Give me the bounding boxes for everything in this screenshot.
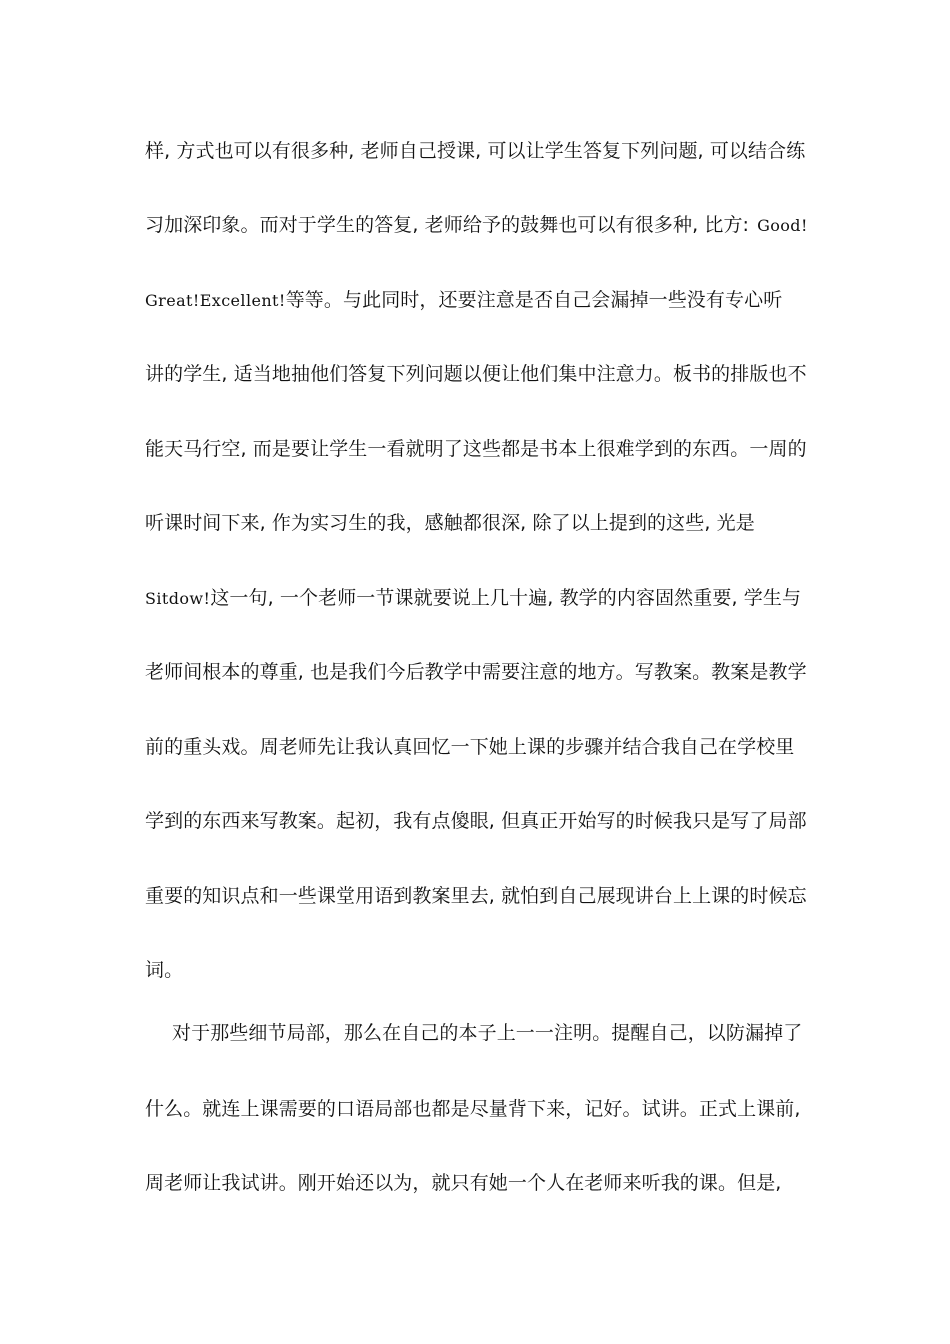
text-line-3: Great!Excellent!等等。与此同时，还要注意是否自己会漏掉一些没有专心听: [145, 289, 783, 311]
paragraph-2-line-1: 对于那些细节局部，那么在自己的本子上一一注明。提醒自己，以防漏掉了: [172, 1022, 803, 1044]
text-line-6: 听课时间下来, 作为实习生的我，感触都很深, 除了以上提到的这些, 光是: [145, 512, 755, 534]
text-line-12: 词。: [145, 959, 184, 981]
text-line-7: Sitdow!这一句, 一个老师一节课就要说上几十遍, 教学的内容固然重要, 学生与: [145, 587, 802, 609]
text-line-5: 能天马行空, 而是要让学生一看就明了这些都是书本上很难学到的东西。一周的: [145, 438, 807, 460]
latin-inline-good: Good!: [757, 216, 808, 235]
text-line-8: 老师间根本的尊重, 也是我们今后教学中需要注意的地方。写教案。教案是教学: [145, 661, 807, 683]
paragraph-2-line-3: 周老师让我试讲。刚开始还以为，就只有她一个人在老师来听我的课。但是,: [145, 1172, 782, 1194]
text-line-1: 样, 方式也可以有很多种, 老师自己授课, 可以让学生答复下列问题, 可以结合练: [145, 140, 806, 162]
latin-inline-great-excellent: Great!Excellent!: [145, 291, 286, 310]
text-line-11: 重要的知识点和一些课堂用语到教案里去, 就怕到自己展现讲台上上课的时候忘: [145, 885, 807, 907]
latin-inline-sitdow: Sitdow!: [145, 589, 211, 608]
text-line-4: 讲的学生, 适当地抽他们答复下列问题以便让他们集中注意力。板书的排版也不: [145, 363, 807, 385]
text-line-9: 前的重头戏。周老师先让我认真回忆一下她上课的步骤并结合我自己在学校里: [145, 736, 795, 758]
text-line-2: 习加深印象。而对于学生的答复, 老师给予的鼓舞也可以有很多种, 比方: Good!: [145, 214, 808, 236]
text-line-10: 学到的东西来写教案。起初，我有点傻眼, 但真正开始写的时候我只是写了局部: [145, 810, 807, 832]
paragraph-2-line-2: 什么。就连上课需要的口语局部也都是尽量背下来，记好。试讲。正式上课前,: [145, 1098, 801, 1120]
